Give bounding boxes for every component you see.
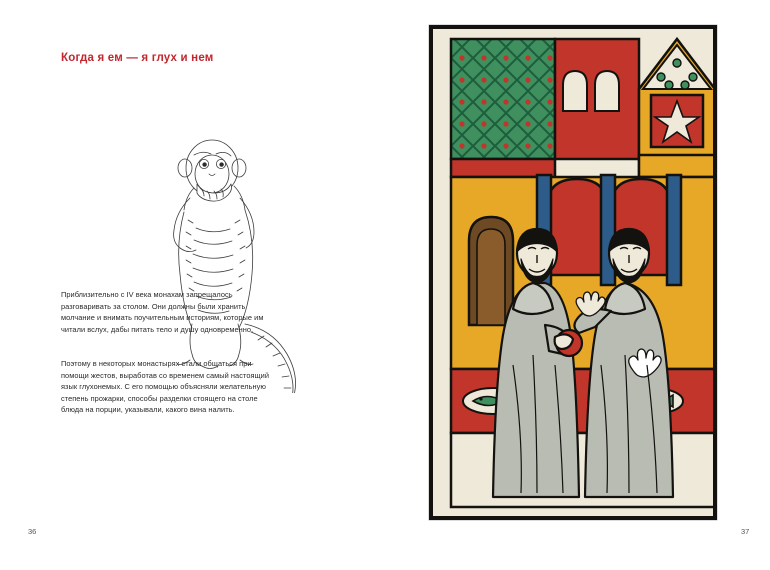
- page-number-right: 37: [741, 527, 750, 536]
- right-page: [385, 0, 770, 570]
- paragraph-1: Приблизительно с IV века монахам запрещалось разговаривать за столом. Они должны были хранить молчание и внимать поучительным историям, которые им читали вслух, дабы питать тело и душу одновременно.: [61, 290, 264, 334]
- paragraph-2: Поэтому в некоторых монастырях стали общаться при помощи жестов, выработав со временем самый настоящий язык глухонемых. С его помощью объясняли желательную степень прожарки, способы разделки стоящего на столе блюда на порции, указывали, какого вина налить.: [61, 359, 270, 415]
- page-title: Когда я ем — я глух и нем: [61, 52, 214, 64]
- page-number-left: 36: [28, 527, 37, 536]
- monkey-covering-mouth-drawing: [150, 128, 320, 393]
- medieval-miniature-two-monks-gesturing: [429, 25, 717, 520]
